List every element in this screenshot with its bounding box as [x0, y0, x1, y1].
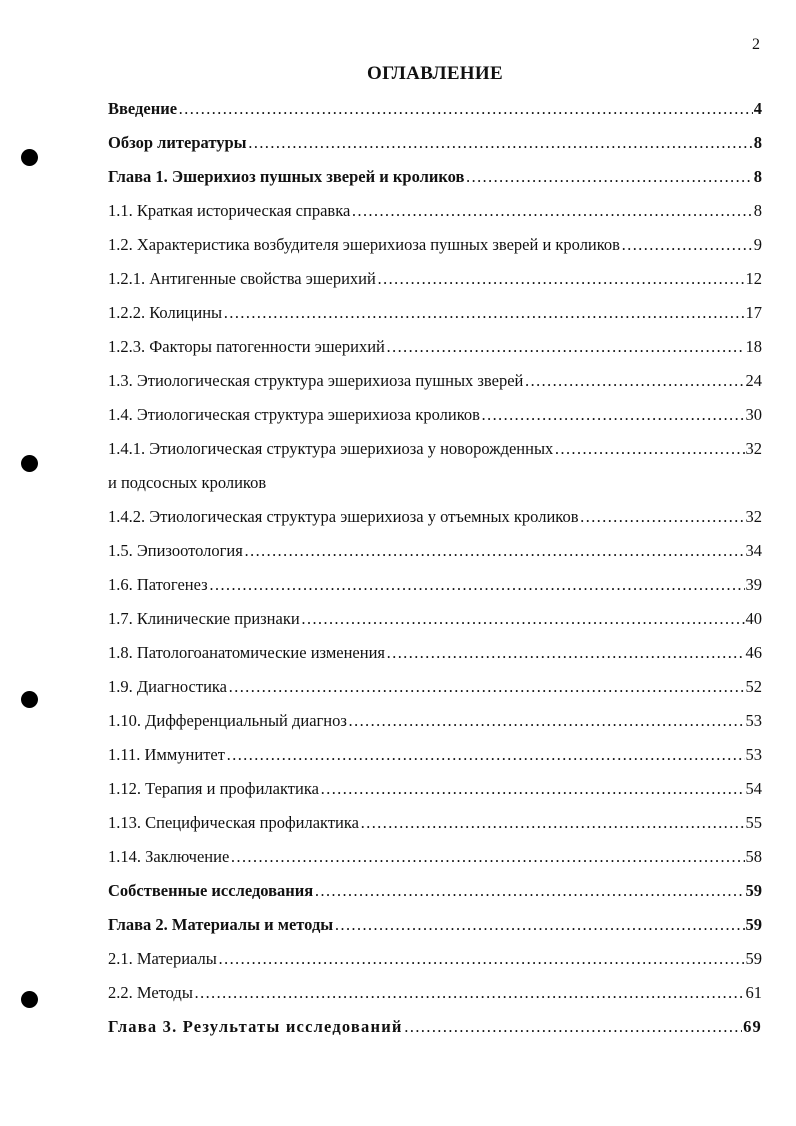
binder-hole — [21, 991, 38, 1008]
toc-entry-page: 59 — [745, 949, 762, 968]
toc-entry-page: 12 — [745, 269, 762, 288]
toc-entry-page: 39 — [745, 575, 762, 594]
toc-entry-label: Глава 1. Эшерихиоз пушных зверей и кроликов — [108, 167, 465, 186]
toc-dot-leader — [226, 743, 745, 767]
toc-entry — [108, 641, 762, 675]
toc-entry — [108, 709, 762, 743]
toc-entry-label: 1.7. Клинические признаки — [108, 609, 300, 628]
toc-dot-leader — [334, 913, 744, 937]
toc-entry — [108, 369, 762, 403]
toc-entry-label: 1.1. Краткая историческая справка — [108, 201, 351, 220]
toc-entry-label: 1.13. Специфическая профилактика — [108, 813, 359, 832]
toc-entry-label: и подсосных кроликов — [108, 473, 267, 492]
toc-entry — [108, 981, 762, 1015]
toc-dot-leader — [223, 301, 744, 325]
toc-entry — [108, 437, 762, 471]
toc-entry-page: 59 — [745, 915, 762, 934]
toc-entry-page: 46 — [745, 643, 762, 662]
toc-entry — [108, 471, 762, 505]
toc-entry-label: 1.11. Иммунитет — [108, 745, 225, 764]
toc-dot-leader — [178, 97, 753, 121]
toc-entry-label: Собственные исследования — [108, 881, 314, 900]
toc-entry — [108, 777, 762, 811]
toc-entry-page: 30 — [745, 405, 762, 424]
toc-dot-leader — [524, 369, 744, 393]
toc-dot-leader — [244, 539, 745, 563]
toc-entry-label: 1.6. Патогенез — [108, 575, 208, 594]
toc-entry — [108, 301, 762, 335]
toc-entry-label: 1.14. Заключение — [108, 847, 230, 866]
toc-dot-leader — [377, 267, 745, 291]
toc-entry-page: 58 — [745, 847, 762, 866]
toc-entry-page: 34 — [745, 541, 762, 560]
toc-entry-page: 9 — [753, 235, 762, 254]
toc-entry-page: 17 — [745, 303, 762, 322]
toc-dot-leader — [351, 199, 752, 223]
toc-entry — [108, 97, 762, 131]
toc-entry-page: 59 — [745, 881, 762, 900]
toc-entry — [108, 131, 762, 165]
toc-dot-leader — [314, 879, 744, 903]
toc-dot-leader — [360, 811, 745, 835]
toc-entry-label: 2.1. Материалы — [108, 949, 217, 968]
toc-entry-label: Введение — [108, 99, 178, 118]
toc-entry-page: 52 — [745, 677, 762, 696]
toc-entry-label: 1.8. Патологоанатомические изменения — [108, 643, 385, 662]
toc-dot-leader — [301, 607, 745, 631]
toc-entry-label: Обзор литературы — [108, 133, 247, 152]
toc-dot-leader — [465, 165, 752, 189]
toc-dot-leader — [228, 675, 745, 699]
toc-entry-label: 1.2. Характеристика возбудителя эшерихиоза пушных зверей и кроликов — [108, 235, 620, 254]
toc-dot-leader — [320, 777, 745, 801]
toc-dot-leader — [230, 845, 744, 869]
toc-dot-leader — [386, 335, 745, 359]
toc-entry-page: 54 — [745, 779, 762, 798]
toc-entry-label: 2.2. Методы — [108, 983, 193, 1002]
toc-entry-page: 69 — [743, 1017, 762, 1036]
toc-entry-page: 61 — [745, 983, 762, 1002]
toc-entry — [108, 199, 762, 233]
toc-title: ОГЛАВЛЕНИЕ — [367, 63, 503, 84]
toc-entry-label: Глава 2. Материалы и методы — [108, 915, 334, 934]
toc-dot-leader — [218, 947, 745, 971]
binder-hole — [21, 691, 38, 708]
toc-entry — [108, 267, 762, 301]
toc-dot-leader — [248, 131, 753, 155]
toc-entry — [108, 607, 762, 641]
toc-entry-page: 32 — [745, 507, 762, 526]
toc-entry — [108, 675, 762, 709]
toc-entry-page: 18 — [745, 337, 762, 356]
toc-entry-label: 1.2.2. Колицины — [108, 303, 223, 322]
table-of-contents — [108, 97, 762, 1049]
page-number: 2 — [752, 36, 760, 53]
toc-entry — [108, 403, 762, 437]
toc-entry — [108, 505, 762, 539]
toc-entry-label: 1.3. Этиологическая структура эшерихиоза пушных зверей — [108, 371, 524, 390]
toc-entry-page: 8 — [753, 133, 762, 152]
toc-entry-page: 55 — [745, 813, 762, 832]
toc-entry — [108, 947, 762, 981]
toc-entry-label: 1.4. Этиологическая структура эшерихиоза кроликов — [108, 405, 480, 424]
toc-dot-leader — [209, 573, 745, 597]
toc-entry-label: 1.4.2. Этиологическая структура эшерихиоза у отъемных кроликов — [108, 507, 579, 526]
toc-entry-page: 8 — [753, 167, 762, 186]
toc-entry-page: 24 — [745, 371, 762, 390]
toc-entry-label: 1.5. Эпизоотология — [108, 541, 243, 560]
toc-entry-label: 1.9. Диагностика — [108, 677, 227, 696]
toc-entry-label: 1.2.3. Факторы патогенности эшерихий — [108, 337, 385, 356]
toc-entry — [108, 743, 762, 777]
toc-dot-leader — [194, 981, 745, 1005]
toc-dot-leader — [554, 437, 744, 461]
toc-entry — [108, 335, 762, 369]
toc-entry-page: 53 — [745, 711, 762, 730]
toc-entry-label: 1.12. Терапия и профилактика — [108, 779, 319, 798]
toc-entry-page: 4 — [753, 99, 762, 118]
toc-entry — [108, 539, 762, 573]
toc-entry — [108, 879, 762, 913]
toc-entry-page: 53 — [745, 745, 762, 764]
toc-entry — [108, 811, 762, 845]
toc-entry — [108, 233, 762, 267]
toc-entry-label: 1.2.1. Антигенные свойства эшерихий — [108, 269, 376, 288]
toc-entry-page: 32 — [745, 439, 762, 458]
toc-entry-page: 8 — [753, 201, 762, 220]
toc-dot-leader — [580, 505, 745, 529]
toc-entry-label: 1.4.1. Этиологическая структура эшерихиоза у новорожденных — [108, 439, 554, 458]
toc-entry — [108, 165, 762, 199]
toc-dot-leader — [481, 403, 745, 427]
toc-dot-leader — [621, 233, 753, 257]
toc-entry-label: Глава 3. Результаты исследований — [108, 1017, 403, 1036]
toc-dot-leader — [348, 709, 745, 733]
toc-entry — [108, 913, 762, 947]
toc-entry — [108, 1015, 762, 1049]
binder-hole — [21, 149, 38, 166]
toc-dot-leader — [386, 641, 745, 665]
toc-entry — [108, 845, 762, 879]
toc-entry — [108, 573, 762, 607]
toc-dot-leader — [404, 1015, 742, 1039]
toc-entry-page: 40 — [745, 609, 762, 628]
toc-entry-label: 1.10. Дифференциальный диагноз — [108, 711, 347, 730]
binder-hole — [21, 455, 38, 472]
